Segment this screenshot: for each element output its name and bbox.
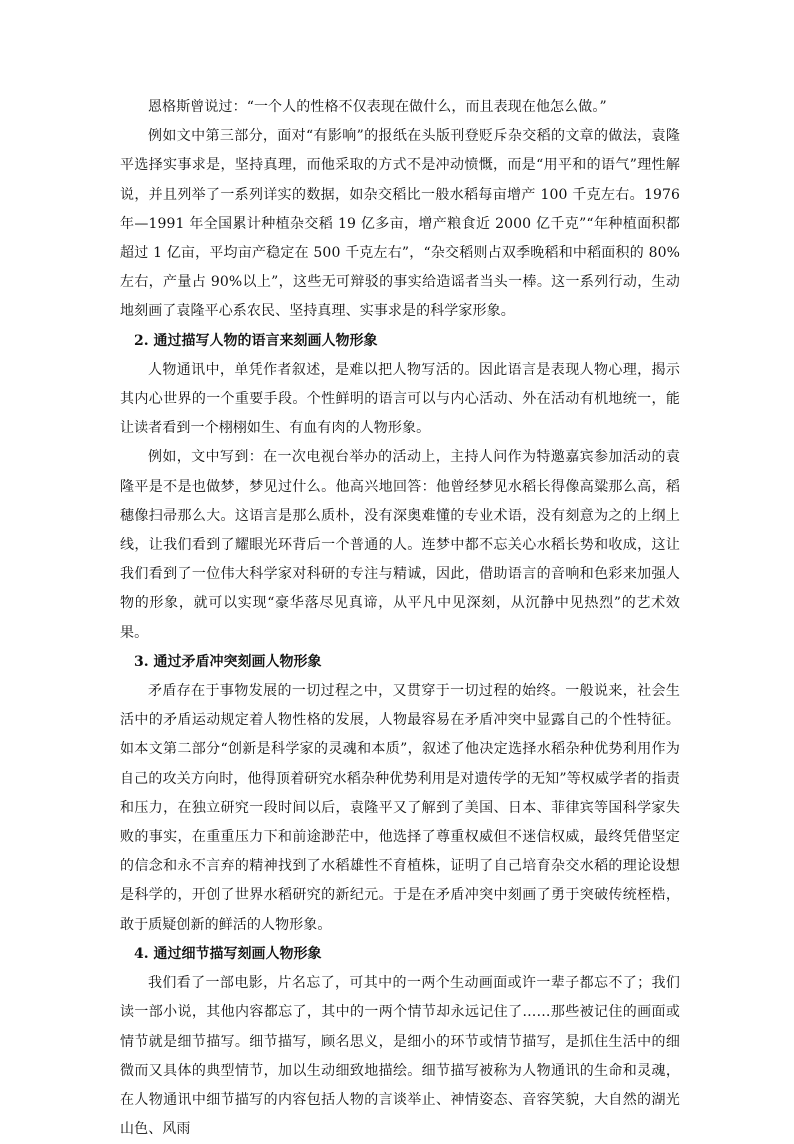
paragraph-conflict: 矛盾存在于事物发展的一切过程之中，又贯穿于一切过程的始终。一般说来，社会生活中的矛盾运动规定着人物性格的发展，人物最容易在矛盾冲突中显露自己的个性特征。如本文第二部分“创新是科学家的灵魂和本质”，叙述了他决定选择水稻杂种优势利用作为自己的攻关方向时，他得顶着研究水稻杂种优势利用是对遗传学的无知”等权威学者的指责和压力，在独立研究一段时间以后，袁隆平又了解到了美国、日本、菲律宾等国科学家失败的事实，在重重压力下和前途渺茫中，他选择了尊重权威但不迷信权威，最终凭借坚定的信念和永不言弃的精神找到了水稻雄性不育植株，证明了自己培育杂交水稻的理论设想是科学的，开创了世界水稻研究的新纪元。于是在矛盾冲突中刻画了勇于突破传统桎梏，敢于质疑创新的鲜活的人物形象。 (120, 683, 680, 933)
section-heading-3: 3. 通过矛盾冲突刻画人物形象 (134, 653, 322, 670)
paragraph-engels-quote: 恩格斯曾说过：“一个人的性格不仅表现在做什么，而且表现在他怎么做。” (148, 99, 607, 115)
paragraph-language-role: 人物通讯中，单凭作者叙述，是难以把人物写活的。因此语言是表现人物心理，揭示其内心世界的一个重要手段。个性鲜明的语言可以与内心活动、外在活动有机地统一，能让读者看到一个栩栩如生、有血有肉的人物形象。 (120, 361, 680, 437)
paragraph-language-example: 例如，文中写到：在一次电视台举办的活动上，主持人问作为特邀嘉宾参加活动的袁隆平是不是也做梦，梦见过什么。他高兴地回答：他曾经梦见水稻长得像高粱那么高，稻穗像扫帚那么大。这语言是那么质朴，没有深奥难懂的专业术语，没有刻意为之的上纲上线，让我们看到了耀眼光环背后一个普通的人。连梦中都不忘关心水稻长势和收成，这让我们看到了一位伟大科学家对科研的专注与精诚，因此，借助语言的音响和色彩来加强人物的形象，就可以实现“豪华落尽见真谛，从平凡中见深刻，从沉静中见热烈”的艺术效果。 (120, 449, 680, 641)
paragraph-detail-description: 我们看了一部电影，片名忘了，可其中的一两个生动画面或许一辈子都忘不了；我们读一部小说，其他内容都忘了，其中的一两个情节却永远记住了……那些被记住的画面或情节就是细节描写。细节描写，顾名思义，是细小的环节或情节描写，是抓住生活中的细微而又具体的典型情节，加以生动细致地描绘。细节描写被称为人物通讯的生命和灵魂，在人物通讯中细节描写的内容包括人物的言谈举止、神情姿态、音容笑貌，大自然的湖光山色、风雨 (120, 975, 680, 1138)
section-heading-2: 2. 通过描写人物的语言来刻画人物形象 (134, 332, 378, 349)
paragraph-part-three-example: 例如文中第三部分，面对“有影响”的报纸在头版刊登贬斥杂交稻的文章的做法，袁隆平选择实事求是，坚持真理，而他采取的方式不是冲动愤慨，而是“用平和的语气”理性解说，并且列举了一系列详实的数据，如杂交稻比一般水稻每亩增产 100 千克左右。1976 年—1991 年全国累计种植杂交稻 19 亿多亩，增产粮食近 2000 亿千克”“年种植面积都超过 1 亿亩，平均亩产稳定在 500 千克左右”，“杂交稻则占双季晚稻和中稻面积的 80%左右，产量占 90%以上”，这些无可辩驳的事实给造谣者当头一棒。这一系列行动，生动地刻画了袁隆平心系农民、坚持真理、实事求是的科学家形象。 (120, 128, 680, 320)
section-heading-4: 4. 通过细节描写刻画人物形象 (134, 945, 322, 962)
document-body (120, 93, 680, 1144)
